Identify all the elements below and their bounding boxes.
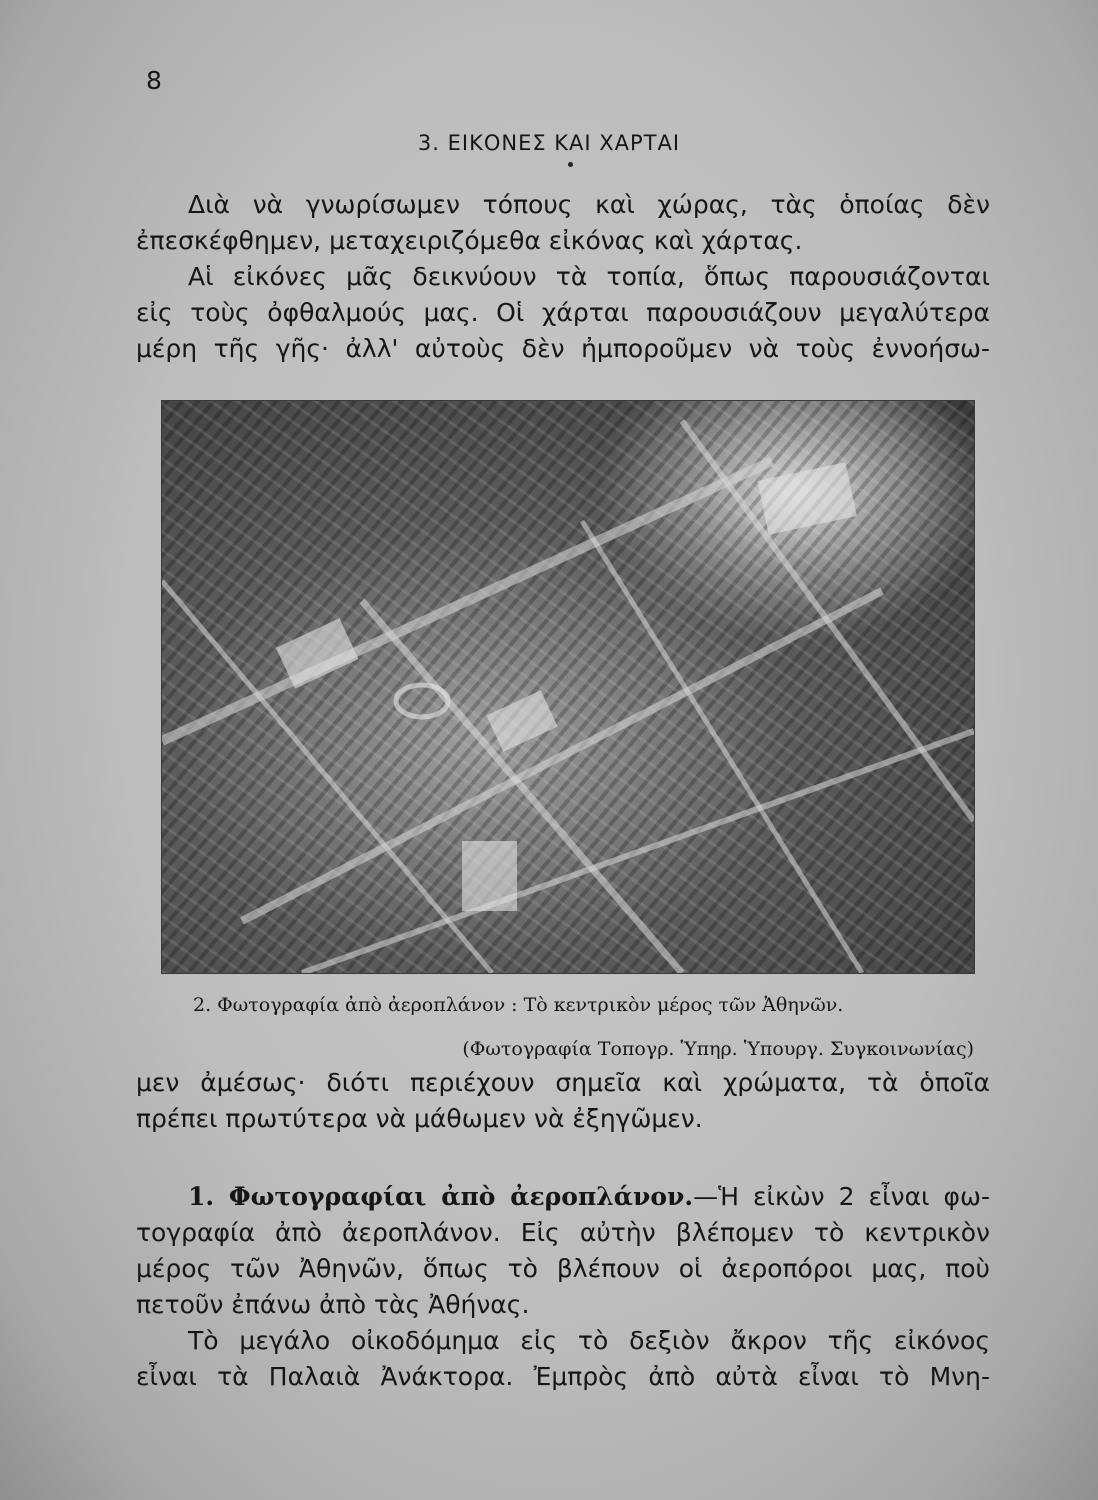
aerial-photo-texture <box>162 401 974 973</box>
text-line: μεν ἀμέσως· διότι περιέχουν σημεῖα καὶ χρώματα, τὰ ὁποῖα <box>136 1068 990 1097</box>
decorative-dot <box>568 162 573 167</box>
subsection-first-line <box>136 1179 990 1215</box>
text-line: Αἱ εἰκόνες μᾶς δεικνύουν τὰ τοπία, ὅπως παρουσιάζονται <box>188 262 990 291</box>
text-line: τογραφία ἀπὸ ἀεροπλάνον. Εἰς αὐτὴν βλέπομεν τὸ κεντρικὸν <box>136 1218 990 1247</box>
intro-paragraph <box>136 187 990 367</box>
subsection-heading-rest: —Ἡ εἰκὼν 2 εἶναι φω- <box>693 1182 990 1211</box>
text-line: μέρος τῶν Ἀθηνῶν, ὅπως τὸ βλέπουν οἱ ἀεροπόροι μας, ποὺ <box>136 1254 990 1283</box>
text-line: ἐπεσκέφθημεν, μεταχειριζόμεθα εἰκόνας καὶ χάρτας. <box>136 226 803 255</box>
section-title: 3. ΕΙΚΟΝΕΣ ΚΑΙ ΧΑΡΤΑΙ <box>417 131 681 155</box>
continuation-paragraph <box>136 1065 990 1137</box>
text-line: εἰς τοὺς ὀφθαλμούς μας. Οἱ χάρται παρουσιάζουν μεγαλύτερα <box>136 298 990 327</box>
text-line: εἶναι τὰ Παλαιὰ Ἀνάκτορα. Ἐμπρὸς ἀπὸ αὐτὰ εἶναι τὸ Μνη- <box>136 1362 990 1391</box>
text-line: πετοῦν ἐπάνω ἀπὸ τὰς Ἀθήνας. <box>136 1290 530 1319</box>
text-line: Τὸ μεγάλο οἰκοδόμημα εἰς τὸ δεξιὸν ἄκρον τῆς εἰκόνος <box>188 1326 990 1355</box>
text-line: πρέπει πρωτύτερα νὰ μάθωμεν νὰ ἐξηγῶμεν. <box>136 1104 703 1133</box>
figure-credit: (Φωτογραφία Τοπογρ. Ὑπηρ. Ὑπουργ. Συγκοινωνίας) <box>462 1038 974 1060</box>
subsection-paragraph <box>136 1179 990 1395</box>
subsection-heading: 1. Φωτογραφίαι ἀπὸ ἀεροπλάνον. <box>188 1182 694 1211</box>
text-line: Διὰ νὰ γνωρίσωμεν τόπους καὶ χώρας, τὰς ὁποίας δὲν <box>188 190 990 219</box>
text-line: μέρη τῆς γῆς· ἀλλ' αὐτοὺς δὲν ἠμποροῦμεν νὰ τοὺς ἐννοήσω- <box>136 334 990 363</box>
aerial-photo-athens <box>161 400 975 974</box>
page-number: 8 <box>146 66 162 95</box>
figure-caption: 2. Φωτογραφία ἀπὸ ἀεροπλάνον : Τὸ κεντρικὸν μέρος τῶν Ἀθηνῶν. <box>193 994 844 1016</box>
